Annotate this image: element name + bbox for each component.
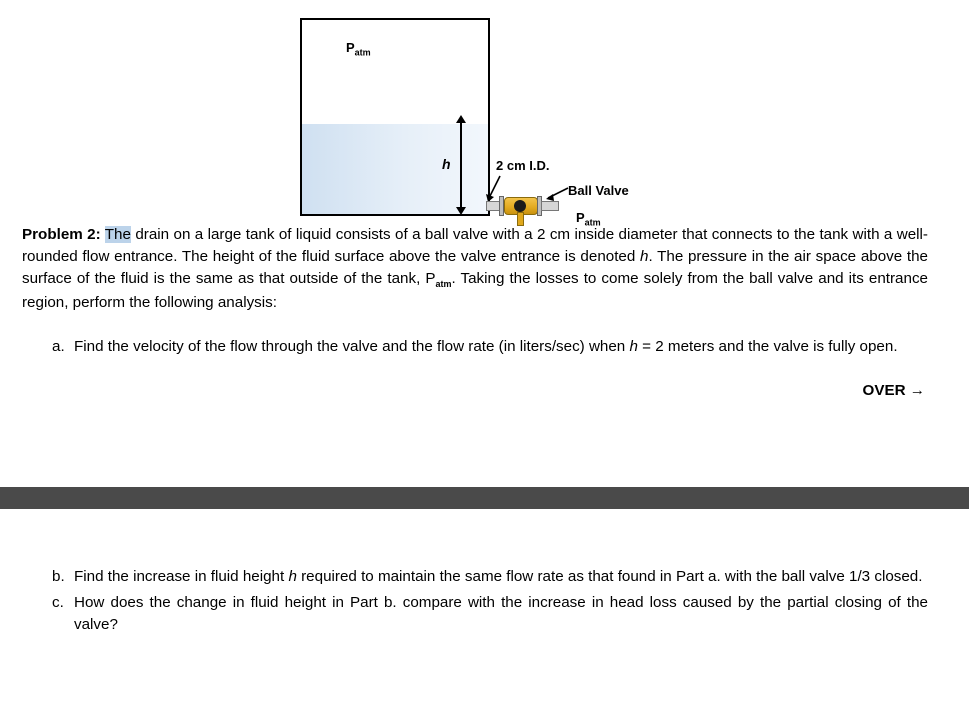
outlet-pipe [541,201,559,211]
list-item [52,566,928,588]
list-marker: a. [52,338,65,355]
problem-parts-page2 [52,566,928,641]
list-content [74,592,928,636]
part-a-text-after: = 2 meters and the valve is fully open. [637,338,898,355]
part-b-text-after: required to maintain the same flow rate as that found in Part a. with the ball valve 1/3 closed. [296,568,923,585]
part-a-text-before: Find the velocity of the flow through the valve and the flow rate (in liters/sec) when [74,338,630,355]
tank-air-space [302,20,488,124]
part-a-italic: h [629,338,638,355]
tank-pressure-label [346,40,371,58]
over-note: OVER → [862,382,925,399]
height-dimension-arrow [460,122,462,208]
problem-text-2: . The pressure in the air space above the surface of the fluid is the same as that outside of the tank, P [22,248,929,288]
inlet-pipe [486,201,500,211]
tank-valve-diagram [300,18,629,228]
part-b-text-before: Find the increase in fluid height [74,568,289,585]
list-content [74,336,928,358]
problem-statement [22,224,928,314]
problem-text-1: drain on a large tank of liquid consists of a ball valve with a 2 cm inside diameter that connects to the tank with a well-rounded flow entrance. The height of the fluid surface above the valve entrance is denoted [22,226,928,266]
outlet-pressure-symbol: P [576,210,585,225]
list-marker: c. [52,594,64,612]
height-dimension-label: h [442,156,451,172]
h-symbol-1: h [640,248,649,266]
diameter-label: 2 cm I.D. [496,158,550,173]
problem-paragraph [22,224,928,314]
problem-parts-page1 [52,336,928,360]
list-item [52,336,928,358]
valve-ball [514,200,526,212]
outlet-pressure-subscript: atm [584,217,601,228]
problem-text-3: . Taking the losses to come solely from the ball valve and its entrance region, perform the following analysis: [22,270,928,311]
list-content [74,566,928,588]
list-item [52,592,928,636]
patm-subscript: atm [435,279,452,290]
tank-pressure-symbol: P [346,40,355,55]
page-separator-band [0,487,969,509]
tank-pressure-subscript: atm [354,47,371,58]
list-marker: b. [52,568,65,585]
part-c-text-before: How does the change in fluid height in Part b. compare with the increase in head loss caused by the partial closing of the valve? [74,594,928,634]
part-b-italic: h [288,568,297,585]
highlighted-word: The [104,226,131,243]
problem-label: Problem 2: [22,226,101,243]
ball-valve-label: Ball Valve [568,183,629,198]
